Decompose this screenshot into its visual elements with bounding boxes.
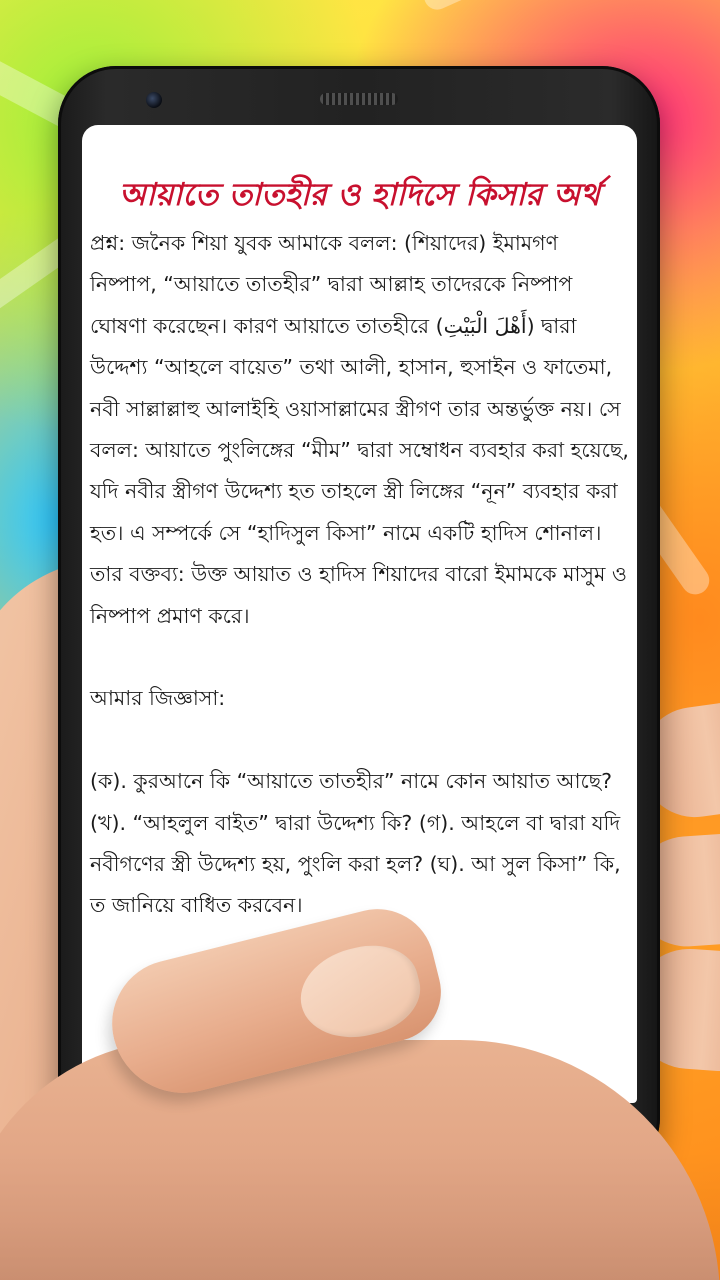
light-streak [420, 0, 720, 14]
question-paragraph [90, 223, 631, 637]
question-text: প্রশ্ন: জনৈক শিয়া যুবক আমাকে বলল: (শিয়াদের) ইমামগণ নিষ্পাপ, “আয়াতে তাতহীর” দ্বারা আল্লাহ তাদেরকে নিষ্পাপ ঘোষণা করেছেন। কারণ আয়াতে তাতহীরে ( [90, 231, 573, 338]
article-title: আয়াতে তাতহীর ও হাদিসে কিসার অর্থ [119, 177, 600, 213]
spacer [90, 720, 631, 761]
question-text: ) দ্বারা উদ্দেশ্য “আহলে বায়েত” তথা আলী, হাসান, হুসাইন ও ফাতেমা, নবী সাল্লাল্লাহু আলাইহি ওয়াসাল্লামের স্ত্রীগণ তার অন্তর্ভুক্ত নয়। সে বলল: আয়াতে পুংলিঙ্গের “মীম” দ্বারা সম্বোধন ব্যবহার করা হয়েছে, যদি নবীর স্ত্রীগণ উদ্দেশ্য হত তাহলে স্ত্রী লিঙ্গের “নূন” ব্যবহার করা হত। এ সম্পর্কে সে “হাদিসুল কিসা” নামে একটি হাদিস শোনাল। তার বক্তব্য: উক্ত আয়াত ও হাদিস শিয়াদের বারো ইমামকে মাসুম ও নিষ্পাপ প্রমাণ করে। [90, 313, 629, 628]
shadow [0, 1150, 720, 1280]
inquiry-heading: আমার জিজ্ঞাসা: [90, 686, 226, 711]
inquiry-paragraph: (ক). কুরআনে কি “আয়াতে তাতহীর” নামে কোন আয়াত আছে? (খ). “আহলুল বাইত” দ্বারা উদ্দেশ্য কি? (গ). আহলে বা দ্বারা যদি নবীগণের স্ত্রী উদ্দেশ্য হয়, পুংলি করা হল? (ঘ). আ সুল কিসা” কি, ত জানিয়ে বাধিত করবেন। [90, 769, 621, 918]
article-body [82, 223, 637, 927]
arabic-phrase: أَهْلَ الْبَيْتِ [443, 313, 527, 338]
speaker-grille [320, 93, 398, 105]
spacer [90, 637, 631, 678]
camera-icon [146, 92, 162, 108]
